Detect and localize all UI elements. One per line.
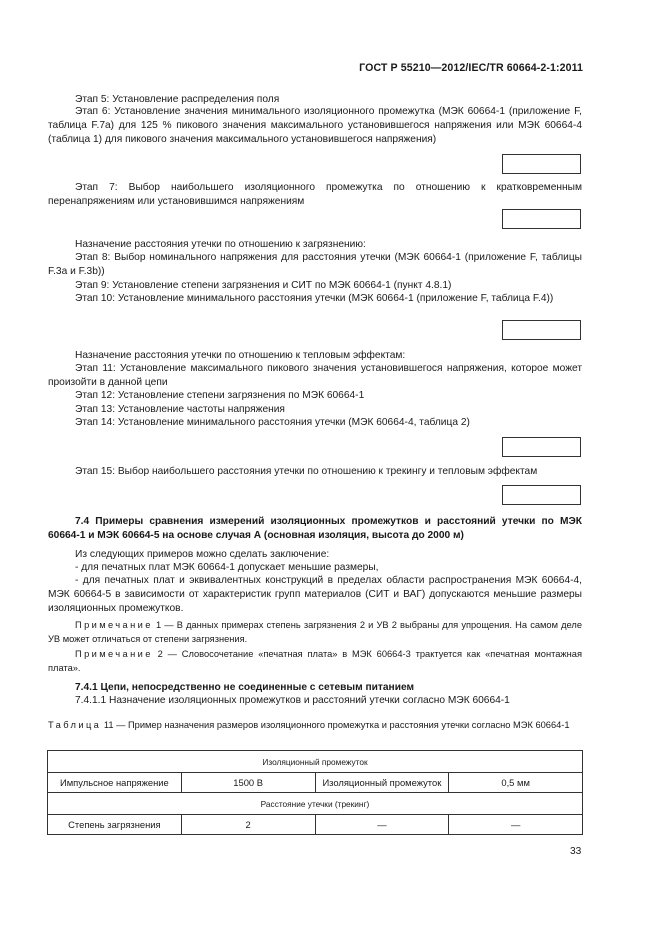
table-cell: Изоляционный промежуток xyxy=(315,773,449,793)
answer-box-stage-6[interactable] xyxy=(502,154,581,174)
section-7-4-item-2: - для печатных плат и эквивалентных конструкций в пределах области распространения МЭК 60664-4, МЭК 60664-5 в зависимости от характеристик групп материалов (СИТ и ВАГ) допускаются меньшие размеры изоляционных промежутков. xyxy=(48,575,582,614)
table-cell: Степень загрязнения xyxy=(48,815,182,835)
stage-11: Этап 11: Установление максимального пикового значения установившегося напряжения, которое может произойти в данной цепи xyxy=(48,363,582,388)
stage-6: Этап 6: Установление значения минимального изоляционного промежутка (МЭК 60664-1 (приложение F, таблица F.7a) для 125 % пикового значения максимального установившегося напряжения или МЭК 60664-4 (таблица 1) для пикового значения максимального установившегося напряжения) xyxy=(48,106,582,145)
table-cell: Импульсное напряжение xyxy=(48,773,182,793)
stage-12: Этап 12: Установление степени загрязнения по МЭК 60664-1 xyxy=(75,390,365,401)
section-7-4-1-title: 7.4.1 Цепи, непосредственно не соединенные с сетевым питанием xyxy=(75,682,415,693)
note-1-text: 1 — В данных примерах степень загрязнения 2 и УВ 2 выбраны для упрощения. На самом деле УВ может отличаться от степени загрязнения. xyxy=(48,620,582,644)
table-cell: — xyxy=(449,815,583,835)
document-header: ГОСТ Р 55210—2012/IEC/TR 60664-2-1:2011 xyxy=(359,62,583,74)
table-row xyxy=(48,793,583,815)
table-header-creepage: Расстояние утечки (трекинг) xyxy=(48,793,583,815)
answer-box-stage-7[interactable] xyxy=(502,209,581,229)
table-row xyxy=(48,815,583,835)
table-cell: 1500 В xyxy=(181,773,315,793)
table-11-caption-text: 11 — Пример назначения размеров изоляционного промежутка и расстояния утечки согласно МЭК 60664-1 xyxy=(103,720,570,730)
stage-15: Этап 15: Выбор наибольшего расстояния утечки по отношению к трекингу и тепловым эффектам xyxy=(75,466,538,477)
answer-box-stage-15[interactable] xyxy=(502,485,581,505)
stage-13: Этап 13: Установление частоты напряжения xyxy=(75,404,285,415)
table-11-caption-label: Таблица xyxy=(48,720,102,730)
answer-box-stage-14[interactable] xyxy=(502,437,581,457)
table-11 xyxy=(47,750,583,835)
stage-7: Этап 7: Выбор наибольшего изоляционного промежутка по отношению к кратковременным перенапряжениям или установившимся напряжениям xyxy=(48,182,582,207)
stage-8: Этап 8: Выбор номинального напряжения для расстояния утечки (МЭК 60664-1 (приложение F, таблицы F.3a и F.3b)) xyxy=(48,252,582,277)
table-11-caption xyxy=(48,719,582,733)
page-number: 33 xyxy=(570,846,582,857)
section-7-4-title: 7.4 Примеры сравнения измерений изоляционных промежутков и расстояний утечки по МЭК 60664-1 и МЭК 60664-5 на основе случая А (основная изоляция, высота до 2000 м) xyxy=(48,516,582,541)
section-7-4-1-1: 7.4.1.1 Назначение изоляционных промежутков и расстояний утечки согласно МЭК 60664-1 xyxy=(75,695,510,706)
answer-box-stage-10[interactable] xyxy=(502,320,581,340)
note-2-text: 2 — Словосочетание «печатная плата» в МЭК 60664-3 трактуется как «печатная монтажная плата». xyxy=(48,649,582,673)
table-header-clearance: Изоляционный промежуток xyxy=(48,751,583,773)
stage-10: Этап 10: Установление минимального расстояния утечки (МЭК 60664-1 (приложение F, таблица F.4)) xyxy=(75,293,554,304)
stage-14: Этап 14: Установление минимального расстояния утечки (МЭК 60664-4, таблица 2) xyxy=(75,417,470,428)
table-row xyxy=(48,773,583,793)
table-cell: 2 xyxy=(181,815,315,835)
stage-5: Этап 5: Установление распределения поля xyxy=(75,94,280,105)
pollution-heading: Назначение расстояния утечки по отношению к загрязнению: xyxy=(75,239,366,250)
section-7-4-intro: Из следующих примеров можно сделать заключение: xyxy=(75,549,330,560)
table-cell: 0,5 мм xyxy=(449,773,583,793)
thermal-heading: Назначение расстояния утечки по отношению к тепловым эффектам: xyxy=(75,350,406,361)
table-row xyxy=(48,751,583,773)
note-2-label: Примечание xyxy=(75,649,153,659)
stage-9: Этап 9: Установление степени загрязнения и СИТ по МЭК 60664-1 (пункт 4.8.1) xyxy=(75,280,452,291)
note-1 xyxy=(48,619,582,647)
note-1-label: Примечание xyxy=(75,620,153,630)
section-7-4-item-1: - для печатных плат МЭК 60664-1 допускает меньшие размеры, xyxy=(75,562,379,573)
table-cell: — xyxy=(315,815,449,835)
note-2 xyxy=(48,648,582,676)
